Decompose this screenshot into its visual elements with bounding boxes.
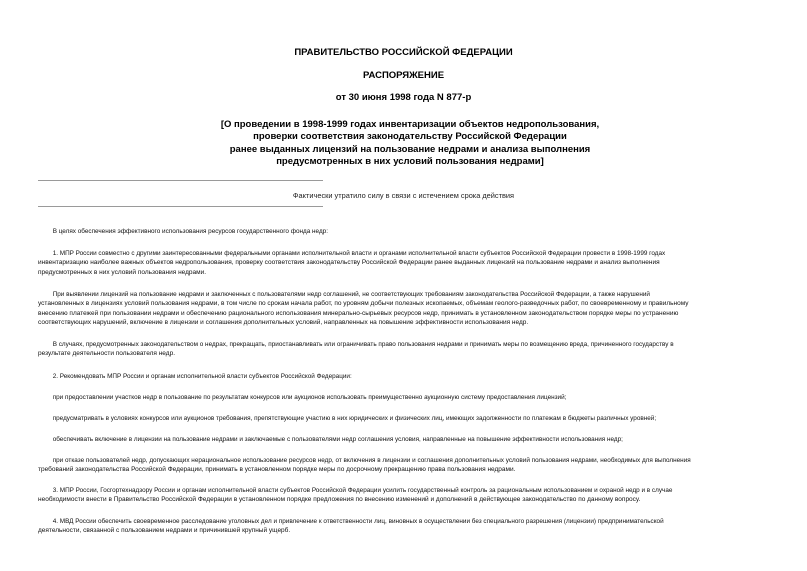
text-line: 2. Рекомендовать МПР России и органам исполнительной власти субъектов Российской Федерации:	[52, 373, 352, 380]
paragraph-item-2	[38, 372, 768, 381]
paragraph-item-3	[38, 486, 768, 505]
title-line: [О проведении в 1998-1999 годах инвентаризации объектов недропользования,	[220, 119, 600, 130]
document-title	[180, 119, 640, 168]
text-line: инвентаризацию наиболее важных объектов недропользования, проверку соответствия законодательству Российской Федерации ранее выданных лицензий на пользование недрами и анализ выполнения	[38, 259, 660, 267]
paragraph-item-1	[38, 249, 768, 277]
title-line: предусмотренных в них условий пользования недрами]	[276, 155, 544, 167]
title-line: проверки соответствия законодательству Российской Федерации	[253, 131, 567, 143]
paragraph-item-4	[38, 517, 768, 536]
text-line: В случаях, предусмотренных законодательством о недрах, прекращать, приостанавливать или ограничивать право пользования недрами и принимать меры по возмещению вреда, причиненного государству в	[52, 341, 674, 348]
text-line: при предоставлении участков недр в пользование по результатам конкурсов или аукционов использовать преимущественно аукционную систему предоставления лицензий;	[52, 394, 567, 401]
paragraph-preamble	[38, 227, 768, 236]
text-line: 1. МПР России совместно с другими заинтересованными федеральными органами исполнительной власти и органами исполнительной власти субъектов Российской Федерации провести в 1998-1999 годах	[52, 250, 666, 257]
text-line: предусматривать в условиях конкурсов или аукционов требования, препятствующие участию в них юридических и физических лиц, имеющих задолженности по платежам в бюджеты различных уровней;	[52, 415, 657, 422]
text-line: установленных в лицензиях условий пользования недрами, в том числе по срокам начала работ, по уровням добычи полезных ископаемых, объемам геолого-разведочных работ, по своевременному и правильному	[38, 300, 689, 308]
text-line: при отказе пользователей недр, допускающих нерациональное использование ресурсов недр, от включения в лицензии и соглашения дополнительных условий пользования недрами, необходимых для выполнения	[52, 457, 691, 464]
text-line: обеспечивать включение в лицензии на пользование недрами и заключаемые с пользователями недр соглашения условия, направленные на повышение эффективности использования недр;	[52, 436, 623, 443]
text-line: соответствующих нарушений, включение в лицензии и соглашения дополнительных условий, направленных на повышение эффективности использования недр.	[38, 319, 529, 327]
text-line: внесению платежей при пользовании недрами и обеспечению рационального использования минерально-сырьевых ресурсов недр, принимать в установленном законодательством порядке меры по устранению	[38, 309, 679, 317]
paragraph-auction	[38, 393, 768, 402]
text-line: 4. МВД России обеспечить своевременное расследование уголовных дел и привлечение к ответственности лиц, виновных в осуществлении без специального разрешения (лицензии) предпринимательской	[52, 518, 664, 525]
text-line: деятельности, связанной с пользованием недрами и причинившей крупный ущерб.	[38, 527, 291, 535]
text-line: предусмотренных в них условий пользования недрами.	[38, 268, 207, 276]
paragraph-conditions	[38, 414, 768, 423]
document-type: РАСПОРЯЖЕНИЕ	[362, 70, 445, 81]
text-line: В целях обеспечения эффективного использования ресурсов государственного фонда недр:	[52, 228, 328, 235]
text-line: При выявлении лицензий на пользование недрами и заключенных с пользователями недр соглашений, не соответствующих требованиям законодательства Российской Федерации, а также нарушений	[52, 291, 650, 298]
divider-top	[38, 180, 323, 181]
paragraph-violations	[38, 290, 768, 328]
text-line: необходимости внести в Правительство Российской Федерации в установленном порядке предложения по внесению изменений и дополнений в действующее законодательство по данному вопросу.	[38, 496, 641, 504]
title-line: ранее выданных лицензий на пользование недрами и анализа выполнения	[229, 143, 591, 155]
issuing-authority: ПРАВИТЕЛЬСТВО РОССИЙСКОЙ ФЕДЕРАЦИИ	[294, 47, 513, 58]
status-note: Фактически утратило силу в связи с истечением срока действия	[292, 191, 515, 200]
text-line: 3. МПР России, Госгортехнадзору России и органам исполнительной власти субъектов Российской Федерации усилить государственный контроль за рациональным использованием и охраной недр и в случае	[52, 487, 673, 494]
paragraph-refusal	[38, 456, 768, 475]
divider-bottom	[38, 206, 323, 207]
paragraph-termination	[38, 340, 768, 359]
paragraph-inclusion	[38, 435, 768, 444]
text-line: результате деятельности пользователя недр.	[38, 350, 175, 358]
text-line: требований законодательства Российской Федерации, принимать в установленном порядке меры по досрочному прекращению права пользования недрами.	[38, 466, 516, 474]
document-date-number: от 30 июня 1998 года N 877-р	[335, 92, 472, 103]
